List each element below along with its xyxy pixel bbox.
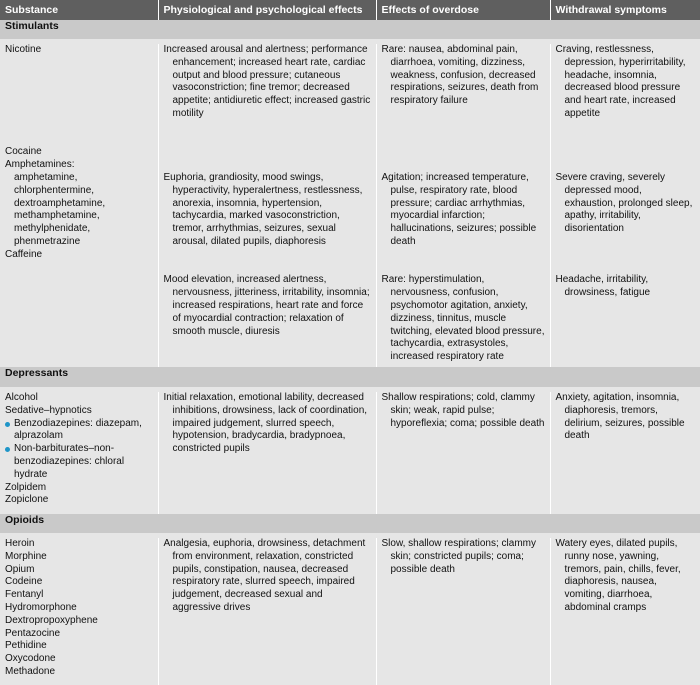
overdose-text: Agitation; increased temperature, pulse, respiratory rate, blood pressure; cardiac arrhythmias, myocardial infarction; hallucinations, seizures; possible death — [377, 172, 550, 274]
withdrawal-text: Watery eyes, dilated pupils, runny nose, yawning, tremors, pain, chills, fever, diaphoresis, nausea, vomiting, diarrhoea, abdominal cramps — [551, 538, 700, 615]
substance-line: Caffeine — [0, 249, 158, 262]
overdose-cell — [376, 44, 550, 367]
section-header-stimulants — [0, 20, 700, 39]
substance-line: Dextropropoxyphene — [0, 615, 158, 628]
substance-line: Cocaine — [0, 146, 158, 159]
effects-cell — [158, 538, 376, 685]
overdose-text: Rare: hyperstimulation, nervousness, confusion, psychomotor agitation, anxiety, dizziness, tinnitus, muscle twitching, elevated blood pressure, tachycardia, extrasystoles, increased respiratory rate — [377, 274, 550, 364]
substance-line: Zopiclone — [0, 494, 158, 507]
substance-line: Opium — [0, 564, 158, 577]
substance-line: chlorphentermine, — [0, 185, 158, 198]
substance-line: amphetamine, — [0, 172, 158, 185]
substance-line: Hydromorphone — [0, 602, 158, 615]
substance-line: Pethidine — [0, 640, 158, 653]
substance-line: Amphetamines: — [0, 159, 158, 172]
substance-line: Non-barbiturates–non- — [0, 443, 158, 456]
withdrawal-cell — [550, 44, 700, 367]
substance-line — [0, 57, 158, 70]
substance-line: methylphenidate, — [0, 223, 158, 236]
section-title: Opioids — [0, 514, 700, 533]
substance-line: Heroin — [0, 538, 158, 551]
section-title: Depressants — [0, 367, 700, 387]
substance-line: phenmetrazine — [0, 236, 158, 249]
substance-line: Pentazocine — [0, 628, 158, 641]
substance-cell — [0, 392, 158, 514]
effects-cell — [158, 44, 376, 367]
withdrawal-cell — [550, 538, 700, 685]
substance-line: Methadone — [0, 666, 158, 679]
header-overdose: Effects of overdose — [376, 0, 550, 20]
header-substance: Substance — [0, 0, 158, 20]
substance-line: Oxycodone — [0, 653, 158, 666]
stimulants-block — [0, 44, 700, 367]
substance-line: Morphine — [0, 551, 158, 564]
substance-cell — [0, 44, 158, 367]
effects-text: Euphoria, grandiosity, mood swings, hyperactivity, hyperalertness, restlessness, anorexia, insomnia, hypertension, tachycardia, marked vasoconstriction, tremor, arrhythmias, seizures, sexual arousal, dilated pupils, diaphoresis — [159, 172, 376, 274]
substance-line — [0, 121, 158, 134]
effects-text: Analgesia, euphoria, drowsiness, detachment from environment, relaxation, constricted pupils, constipation, nausea, decreased respiratory rate, slurred speech, impaired judgement, decreased sexual and aggressive drives — [159, 538, 376, 615]
substance-line: alprazolam — [0, 430, 158, 443]
substance-line — [0, 70, 158, 83]
substance-line: Nicotine — [0, 44, 158, 57]
effects-text: Increased arousal and alertness; performance enhancement; increased heart rate, cardiac output and blood pressure; cutaneous vasoconstriction; fine tremor; decreased appetite; antidiuretic effect; increased gastric motility — [159, 44, 376, 172]
depressants-block — [0, 392, 700, 514]
substance-line: Codeine — [0, 576, 158, 589]
substance-line — [0, 108, 158, 121]
substance-cell — [0, 538, 158, 685]
overdose-text: Slow, shallow respirations; clammy skin; constricted pupils; coma; possible death — [377, 538, 550, 576]
section-header-opioids — [0, 514, 700, 533]
substance-line: Alcohol — [0, 392, 158, 405]
substance-line — [0, 134, 158, 147]
overdose-text: Rare: nausea, abdominal pain, diarrhoea, vomiting, dizziness, weakness, confusion, decreased respirations, seizures, death from respiratory failure — [377, 44, 550, 172]
withdrawal-text: Severe craving, severely depressed mood, exhaustion, prolonged sleep, apathy, irritability, disorientation — [551, 172, 700, 274]
substance-line — [0, 95, 158, 108]
substance-line: benzodiazepines: chloral — [0, 456, 158, 469]
overdose-text: Shallow respirations; cold, clammy skin; weak, rapid pulse; hyporeflexia; coma; possible death — [377, 392, 550, 430]
substance-line: Fentanyl — [0, 589, 158, 602]
header-effects: Physiological and psychological effects — [158, 0, 376, 20]
effects-text: Mood elevation, increased alertness, nervousness, jitteriness, irritability, insomnia; increased respirations, heart rate and force of myocardial contraction; relaxation of smooth muscle, diuresis — [159, 274, 376, 338]
substance-line: methamphetamine, — [0, 210, 158, 223]
substance-line: Benzodiazepines: diazepam, — [0, 418, 158, 431]
withdrawal-text: Craving, restlessness, depression, hyperirritability, headache, insomnia, decreased blood pressure and heart rate, increased appetite — [551, 44, 700, 172]
section-header-depressants — [0, 367, 700, 387]
header-withdrawal: Withdrawal symptoms — [550, 0, 700, 20]
withdrawal-text: Headache, irritability, drowsiness, fatigue — [551, 274, 700, 300]
substance-line: dextroamphetamine, — [0, 198, 158, 211]
effects-text: Initial relaxation, emotional lability, decreased inhibitions, drowsiness, lack of coordination, impaired judgement, slurred speech, hypotension, bradycardia, bradypnoea, constricted pupils — [159, 392, 376, 456]
substance-line — [0, 82, 158, 95]
withdrawal-text: Anxiety, agitation, insomnia, diaphoresis, tremors, delirium, seizures, possible death — [551, 392, 700, 443]
opioids-block — [0, 538, 700, 685]
header-row — [0, 0, 700, 20]
overdose-cell — [376, 538, 550, 685]
effects-cell — [158, 392, 376, 514]
substance-line: Zolpidem — [0, 482, 158, 495]
substance-line: Sedative–hypnotics — [0, 405, 158, 418]
substance-line: hydrate — [0, 469, 158, 482]
overdose-cell — [376, 392, 550, 514]
section-title: Stimulants — [0, 20, 700, 39]
withdrawal-cell — [550, 392, 700, 514]
